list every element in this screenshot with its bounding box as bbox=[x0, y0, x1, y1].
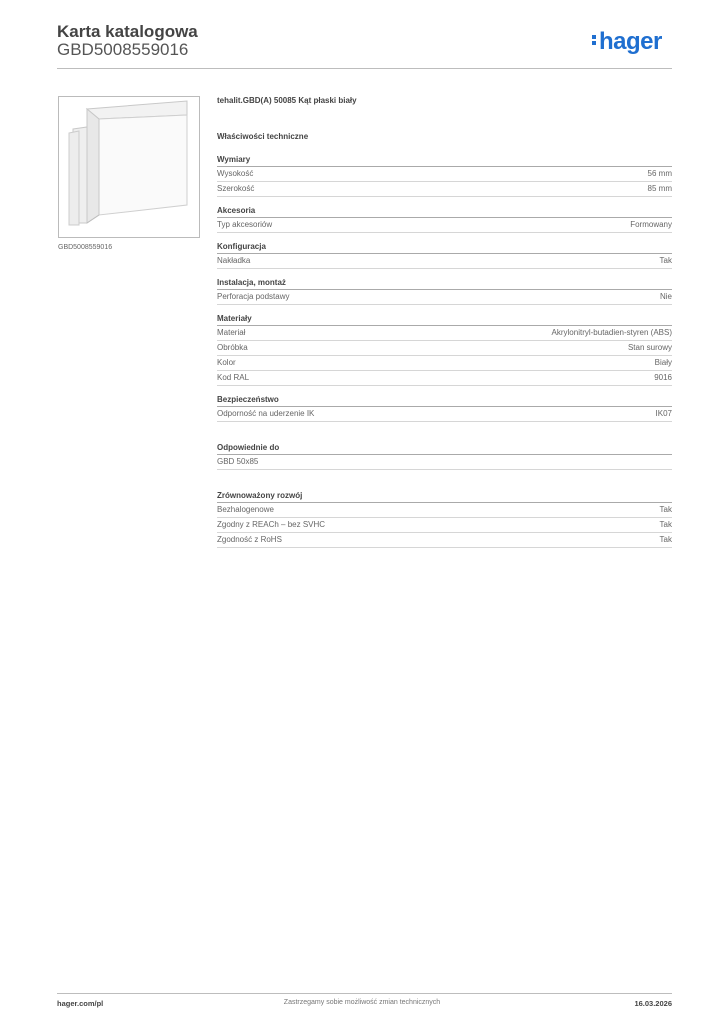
section-title: Instalacja, montaż bbox=[217, 277, 672, 290]
spec-label: Perforacja podstawy bbox=[217, 292, 290, 301]
footer-website-link[interactable]: hager.com/pl bbox=[57, 999, 104, 1008]
product-code: GBD5008559016 bbox=[57, 40, 189, 59]
spec-row bbox=[217, 407, 672, 422]
footer-disclaimer: Zastrzegamy sobie możliwość zmian technicznych bbox=[283, 999, 441, 1006]
spec-row bbox=[217, 518, 672, 533]
section-title: Zrównoważony rozwój bbox=[217, 490, 672, 503]
spec-value: IK07 bbox=[655, 409, 672, 418]
section-accessories bbox=[217, 205, 672, 233]
spec-value: Tak bbox=[659, 520, 672, 529]
product-image bbox=[58, 96, 200, 238]
section-installation bbox=[217, 277, 672, 305]
product-title: tehalit.GBD(A) 50085 Kąt płaski biały bbox=[217, 96, 357, 105]
section-title: Akcesoria bbox=[217, 205, 672, 218]
spec-row bbox=[217, 503, 672, 518]
section-suitable-for bbox=[217, 442, 672, 470]
section-title: Wymiary bbox=[217, 154, 672, 167]
header-divider bbox=[57, 68, 672, 69]
spec-label: Odporność na uderzenie IK bbox=[217, 409, 315, 418]
spec-row bbox=[217, 218, 672, 233]
section-title: Materiały bbox=[217, 313, 672, 326]
section-dimensions bbox=[217, 154, 672, 197]
page-title: Karta katalogowa bbox=[57, 22, 198, 41]
spec-value: Akrylonitryl-butadien-styren (ABS) bbox=[551, 328, 672, 337]
spec-label: Zgodność z RoHS bbox=[217, 535, 282, 544]
spec-value: 56 mm bbox=[647, 169, 672, 178]
spec-label: Materiał bbox=[217, 328, 246, 337]
spec-label: Szerokość bbox=[217, 184, 255, 193]
section-title: Konfiguracja bbox=[217, 241, 672, 254]
spec-label: Bezhalogenowe bbox=[217, 505, 274, 514]
hager-logo[interactable] bbox=[592, 28, 662, 56]
spec-value: Stan surowy bbox=[627, 343, 672, 352]
footer-divider bbox=[57, 993, 672, 994]
spec-label: Obróbka bbox=[217, 343, 248, 352]
spec-label: Typ akcesoriów bbox=[217, 220, 273, 229]
spec-row bbox=[217, 533, 672, 548]
spec-value: Tak bbox=[659, 505, 672, 514]
spec-value: Tak bbox=[659, 256, 672, 265]
section-title: Bezpieczeństwo bbox=[217, 394, 672, 407]
spec-label: GBD 50x85 bbox=[217, 457, 259, 466]
flat-angle-product-icon bbox=[59, 97, 199, 237]
spec-value: Formowany bbox=[630, 220, 672, 229]
spec-content bbox=[217, 96, 672, 556]
section-title: Odpowiednie do bbox=[217, 442, 672, 455]
spec-label: Kod RAL bbox=[217, 373, 250, 382]
spec-row bbox=[217, 326, 672, 341]
spec-row bbox=[217, 167, 672, 182]
spec-value: Nie bbox=[659, 292, 672, 301]
spec-label: Zgodny z REACh – bez SVHC bbox=[217, 520, 326, 529]
spec-value: 9016 bbox=[654, 373, 672, 382]
spec-row bbox=[217, 341, 672, 356]
logo-dots-icon bbox=[592, 33, 597, 47]
section-configuration bbox=[217, 241, 672, 269]
spec-label: Kolor bbox=[217, 358, 236, 367]
spec-label: Nakładka bbox=[217, 256, 251, 265]
spec-row bbox=[217, 182, 672, 197]
footer-date: 16.03.2026 bbox=[634, 999, 672, 1008]
section-sustainability bbox=[217, 490, 672, 548]
section-materials bbox=[217, 313, 672, 386]
spec-row bbox=[217, 254, 672, 269]
spec-row bbox=[217, 290, 672, 305]
spec-row bbox=[217, 371, 672, 386]
spec-value: Biały bbox=[654, 358, 672, 367]
spec-label: Wysokość bbox=[217, 169, 254, 178]
spec-row bbox=[217, 356, 672, 371]
image-caption: GBD5008559016 bbox=[58, 244, 113, 251]
section-safety bbox=[217, 394, 672, 422]
logo-text: hager bbox=[599, 28, 662, 55]
tech-properties-heading: Właściwości techniczne bbox=[217, 132, 309, 141]
spec-row bbox=[217, 455, 672, 470]
spec-value: Tak bbox=[659, 535, 672, 544]
spec-value: 85 mm bbox=[647, 184, 672, 193]
